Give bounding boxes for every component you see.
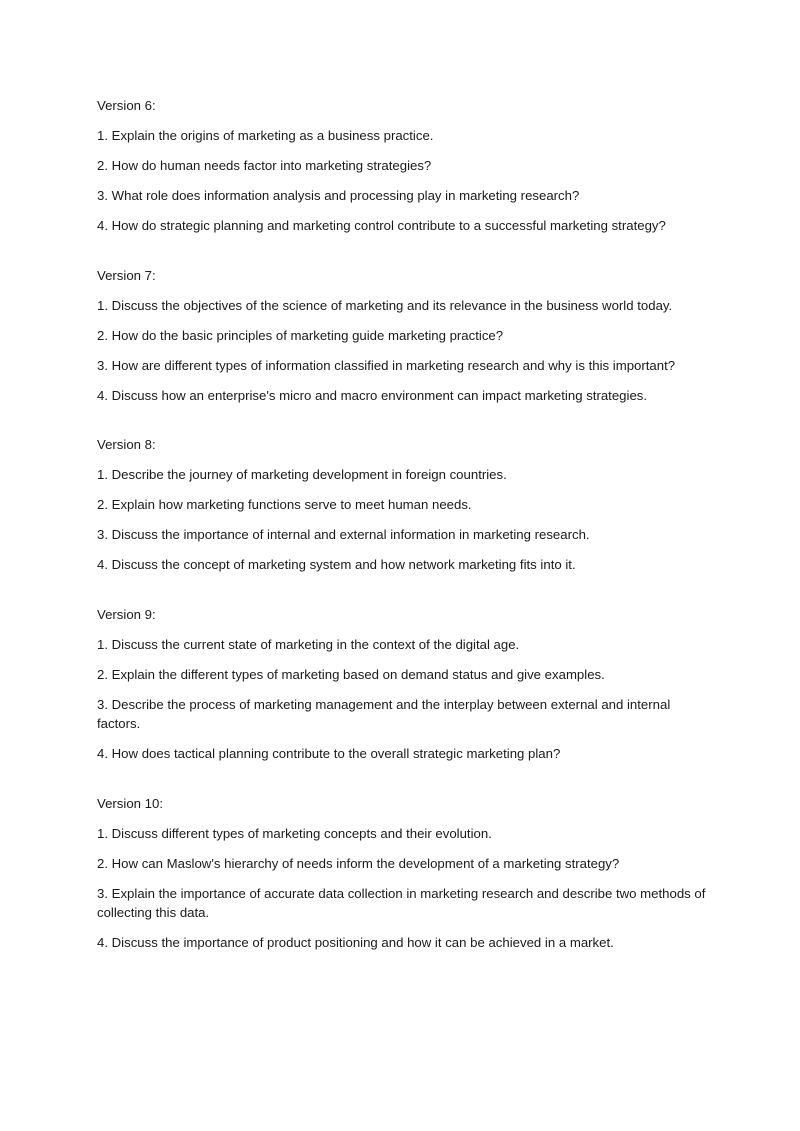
question: 4. Discuss the importance of product positioning and how it can be achieved in a market. bbox=[97, 935, 614, 950]
question: 2. Explain the different types of marketing based on demand status and give examples. bbox=[97, 666, 605, 682]
document-content bbox=[97, 96, 707, 983]
question: 1. Describe the journey of marketing development in foreign countries. bbox=[97, 467, 507, 482]
version-title: Version 9: bbox=[97, 606, 156, 622]
question: 4. How do strategic planning and marketing control contribute to a successful marketing strategy? bbox=[97, 218, 666, 233]
version-title: Version 6: bbox=[97, 98, 156, 113]
question: 3. Describe the process of marketing management and the interplay between external and internal factors. bbox=[97, 696, 671, 731]
question: 4. Discuss how an enterprise's micro and macro environment can impact marketing strategies. bbox=[97, 387, 648, 403]
version-section bbox=[97, 605, 707, 764]
question: 2. How can Maslow's hierarchy of needs inform the development of a marketing strategy? bbox=[97, 855, 620, 871]
question: 4. How does tactical planning contribute to the overall strategic marketing plan? bbox=[97, 746, 561, 761]
question: 2. Explain how marketing functions serve to meet human needs. bbox=[97, 497, 472, 512]
question: 1. Discuss the objectives of the science of marketing and its relevance in the business world today. bbox=[97, 297, 673, 313]
version-title: Version 10: bbox=[97, 795, 163, 811]
question: 3. Discuss the importance of internal and external information in marketing research. bbox=[97, 527, 590, 542]
version-section bbox=[97, 96, 707, 236]
question: 2. How do human needs factor into marketing strategies? bbox=[97, 158, 432, 173]
version-title: Version 7: bbox=[97, 267, 156, 283]
version-section bbox=[97, 435, 707, 575]
question: 1. Explain the origins of marketing as a business practice. bbox=[97, 128, 434, 143]
question: 2. How do the basic principles of marketing guide marketing practice? bbox=[97, 327, 504, 343]
version-section bbox=[97, 794, 707, 953]
question: 3. Explain the importance of accurate data collection in marketing research and describe two methods of collecting this data. bbox=[97, 885, 706, 920]
version-section bbox=[97, 266, 707, 406]
question: 1. Discuss different types of marketing concepts and their evolution. bbox=[97, 825, 492, 841]
version-title: Version 8: bbox=[97, 437, 156, 452]
question: 1. Discuss the current state of marketing in the context of the digital age. bbox=[97, 636, 520, 652]
question: 3. How are different types of information classified in marketing research and why is this important? bbox=[97, 357, 676, 373]
question: 3. What role does information analysis and processing play in marketing research? bbox=[97, 188, 580, 203]
question: 4. Discuss the concept of marketing system and how network marketing fits into it. bbox=[97, 557, 576, 572]
